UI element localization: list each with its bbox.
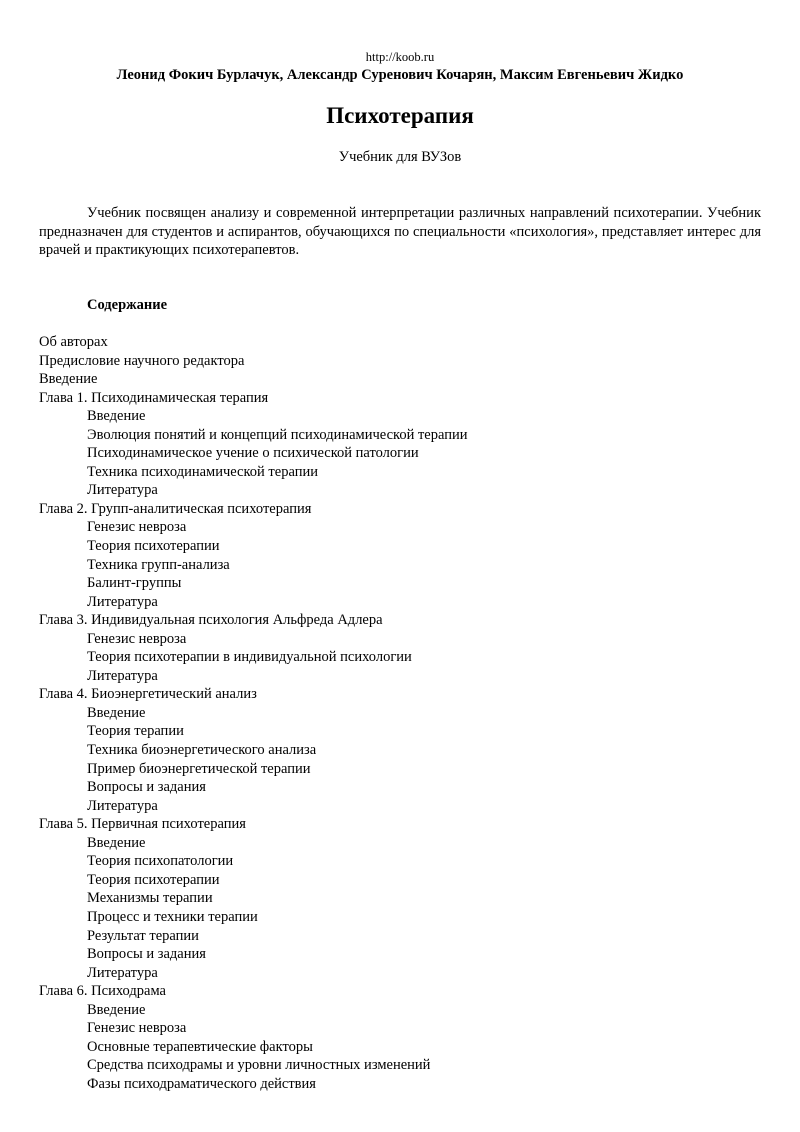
toc-section-entry: Генезис невроза [87, 1020, 187, 1037]
toc-section-entry: Теория психотерапии в индивидуальной психологии [87, 649, 412, 666]
toc-chapter-entry: Глава 6. Психодрама [39, 983, 166, 1000]
toc-chapter-entry: Глава 5. Первичная психотерапия [39, 816, 246, 833]
toc-section-entry: Фазы психодраматического действия [87, 1075, 316, 1092]
toc-section-entry: Эволюция понятий и концепций психодинамической терапии [87, 426, 468, 443]
toc-section-entry: Литература [87, 797, 158, 814]
toc-section-entry: Теория психопатологии [87, 853, 234, 870]
toc-chapter-entry: Глава 2. Групп-аналитическая психотерапия [39, 500, 312, 517]
toc-chapter-entry: Глава 3. Индивидуальная психология Альфреда Адлера [39, 612, 383, 629]
toc-section-entry: Генезис невроза [87, 630, 187, 647]
toc-section-entry: Пример биоэнергетической терапии [87, 760, 311, 777]
toc-section-entry: Литература [87, 482, 158, 499]
toc-section-entry: Теория психотерапии [87, 538, 220, 555]
authors-line: Леонид Фокич Бурлачук, Александр Суренович Кочарян, Максим Евгеньевич Жидко [116, 67, 684, 83]
toc-chapter-entry: Об авторах [39, 334, 108, 350]
toc-section-entry: Введение [87, 408, 146, 425]
toc-section-entry: Вопросы и задания [87, 946, 206, 963]
toc-section-entry: Введение [87, 834, 146, 851]
toc-section-entry: Литература [87, 593, 158, 610]
toc-section-entry: Техника психодинамической терапии [87, 463, 318, 480]
toc-section-entry: Результат терапии [87, 927, 199, 944]
toc-section-entry: Психодинамическое учение о психической патологии [87, 445, 419, 462]
toc-section-entry: Техника групп-анализа [87, 556, 230, 573]
toc-section-entry: Введение [87, 704, 146, 721]
toc-section-entry: Балинт-группы [87, 575, 182, 592]
book-title: Психотерапия [326, 103, 474, 128]
toc-section-entry: Литература [87, 964, 158, 981]
source-url: http://koob.ru [365, 50, 435, 64]
toc-section-entry: Техника биоэнергетического анализа [87, 742, 317, 759]
toc-section-entry: Процесс и техники терапии [87, 908, 258, 925]
toc-section-entry: Теория терапии [87, 723, 184, 740]
toc-chapter-entry: Глава 4. Биоэнергетический анализ [39, 686, 257, 703]
toc-section-entry: Генезис невроза [87, 519, 187, 536]
toc-chapter-entry: Введение [39, 371, 98, 388]
toc-section-entry: Вопросы и задания [87, 779, 206, 796]
abstract-paragraph: Учебник посвящен анализу и современной интерпретации различных направлений психотерапии. Учебник предназначен для студентов и аспирантов, обучающихся по специальности «психология», представляет интерес для врачей и практикующих психотерапевтов. [39, 205, 761, 259]
toc-heading: Содержание [87, 297, 168, 313]
toc-section-entry: Механизмы терапии [87, 890, 213, 907]
toc-section-entry: Введение [87, 1001, 146, 1018]
book-subtitle: Учебник для ВУЗов [338, 149, 462, 165]
toc-section-entry: Теория психотерапии [87, 871, 220, 888]
toc-section-entry: Литература [87, 667, 158, 684]
toc-chapter-entry: Глава 1. Психодинамическая терапия [39, 389, 269, 406]
toc-section-entry: Средства психодрамы и уровни личностных изменений [87, 1057, 431, 1074]
table-of-contents [0, 333, 800, 1093]
toc-chapter-entry: Предисловие научного редактора [39, 352, 245, 369]
toc-section-entry: Основные терапевтические факторы [87, 1038, 313, 1055]
